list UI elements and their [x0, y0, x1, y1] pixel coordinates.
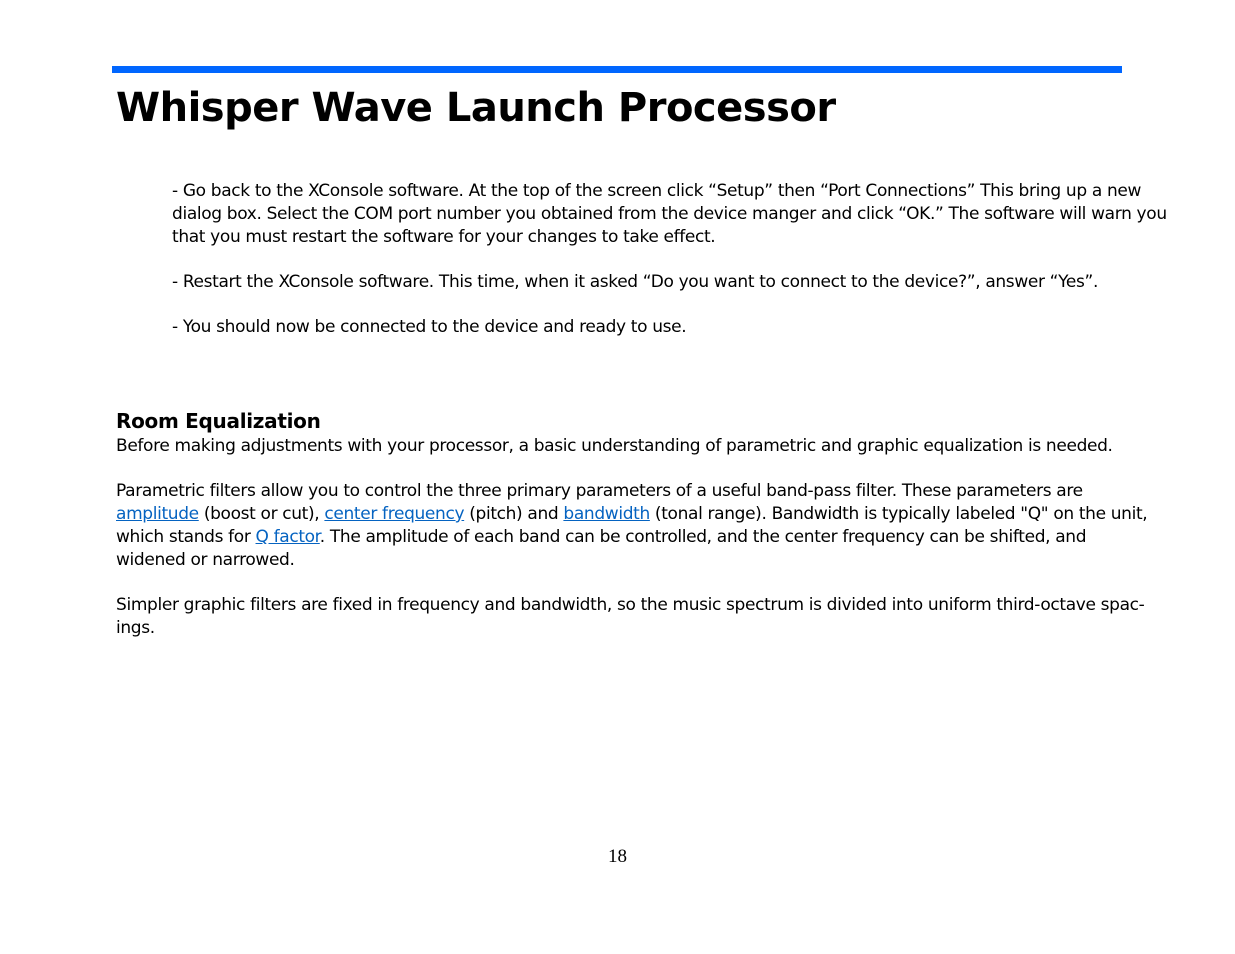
parametric-text-3: (pitch) and: [464, 504, 564, 524]
graphic-paragraph: Simpler graphic filters are fixed in frequency and bandwidth, so the music spectrum is divided into uniform third-octave spac-ings.: [116, 595, 1145, 638]
parametric-text-1: Parametric filters allow you to control the three primary parameters of a useful band-pass filter. These parameters are: [116, 481, 1083, 501]
connection-steps: [172, 180, 1182, 361]
title-rule: [112, 66, 1122, 73]
section-heading: Room Equalization: [116, 409, 321, 433]
amplitude-link[interactable]: amplitude: [116, 504, 199, 524]
step-3: - You should now be connected to the device and ready to use.: [172, 317, 687, 337]
step-2: - Restart the XConsole software. This time, when it asked “Do you want to connect to the device?”, answer “Yes”.: [172, 272, 1099, 292]
q-factor-link[interactable]: Q factor: [255, 527, 320, 547]
bandwidth-link[interactable]: bandwidth: [563, 504, 650, 524]
parametric-text-4: (tonal range). Bandwidth is typically labeled "Q" on the unit, which stands for: [116, 504, 1148, 547]
center-frequency-link[interactable]: center frequency: [324, 504, 465, 524]
page-number: 18: [608, 846, 627, 867]
intro-paragraph: Before making adjustments with your processor, a basic understanding of parametric and graphic equalization is needed.: [116, 436, 1113, 456]
step-1: - Go back to the XConsole software. At the top of the screen click “Setup” then “Port Connections” This bring up a new dialog box. Select the COM port number you obtained from the device manger and click “OK.” The software will warn you that you must restart the software for your changes to take effect.: [172, 181, 1167, 247]
parametric-text-5: . The amplitude of each band can be controlled, and the center frequency can be shifted, and widened or narrowed.: [116, 527, 1087, 570]
document-title: Whisper Wave Launch Processor: [116, 85, 836, 131]
room-equalization-section: [116, 407, 1156, 662]
parametric-paragraph: [116, 480, 1156, 572]
parametric-text-2: (boost or cut),: [198, 504, 325, 524]
